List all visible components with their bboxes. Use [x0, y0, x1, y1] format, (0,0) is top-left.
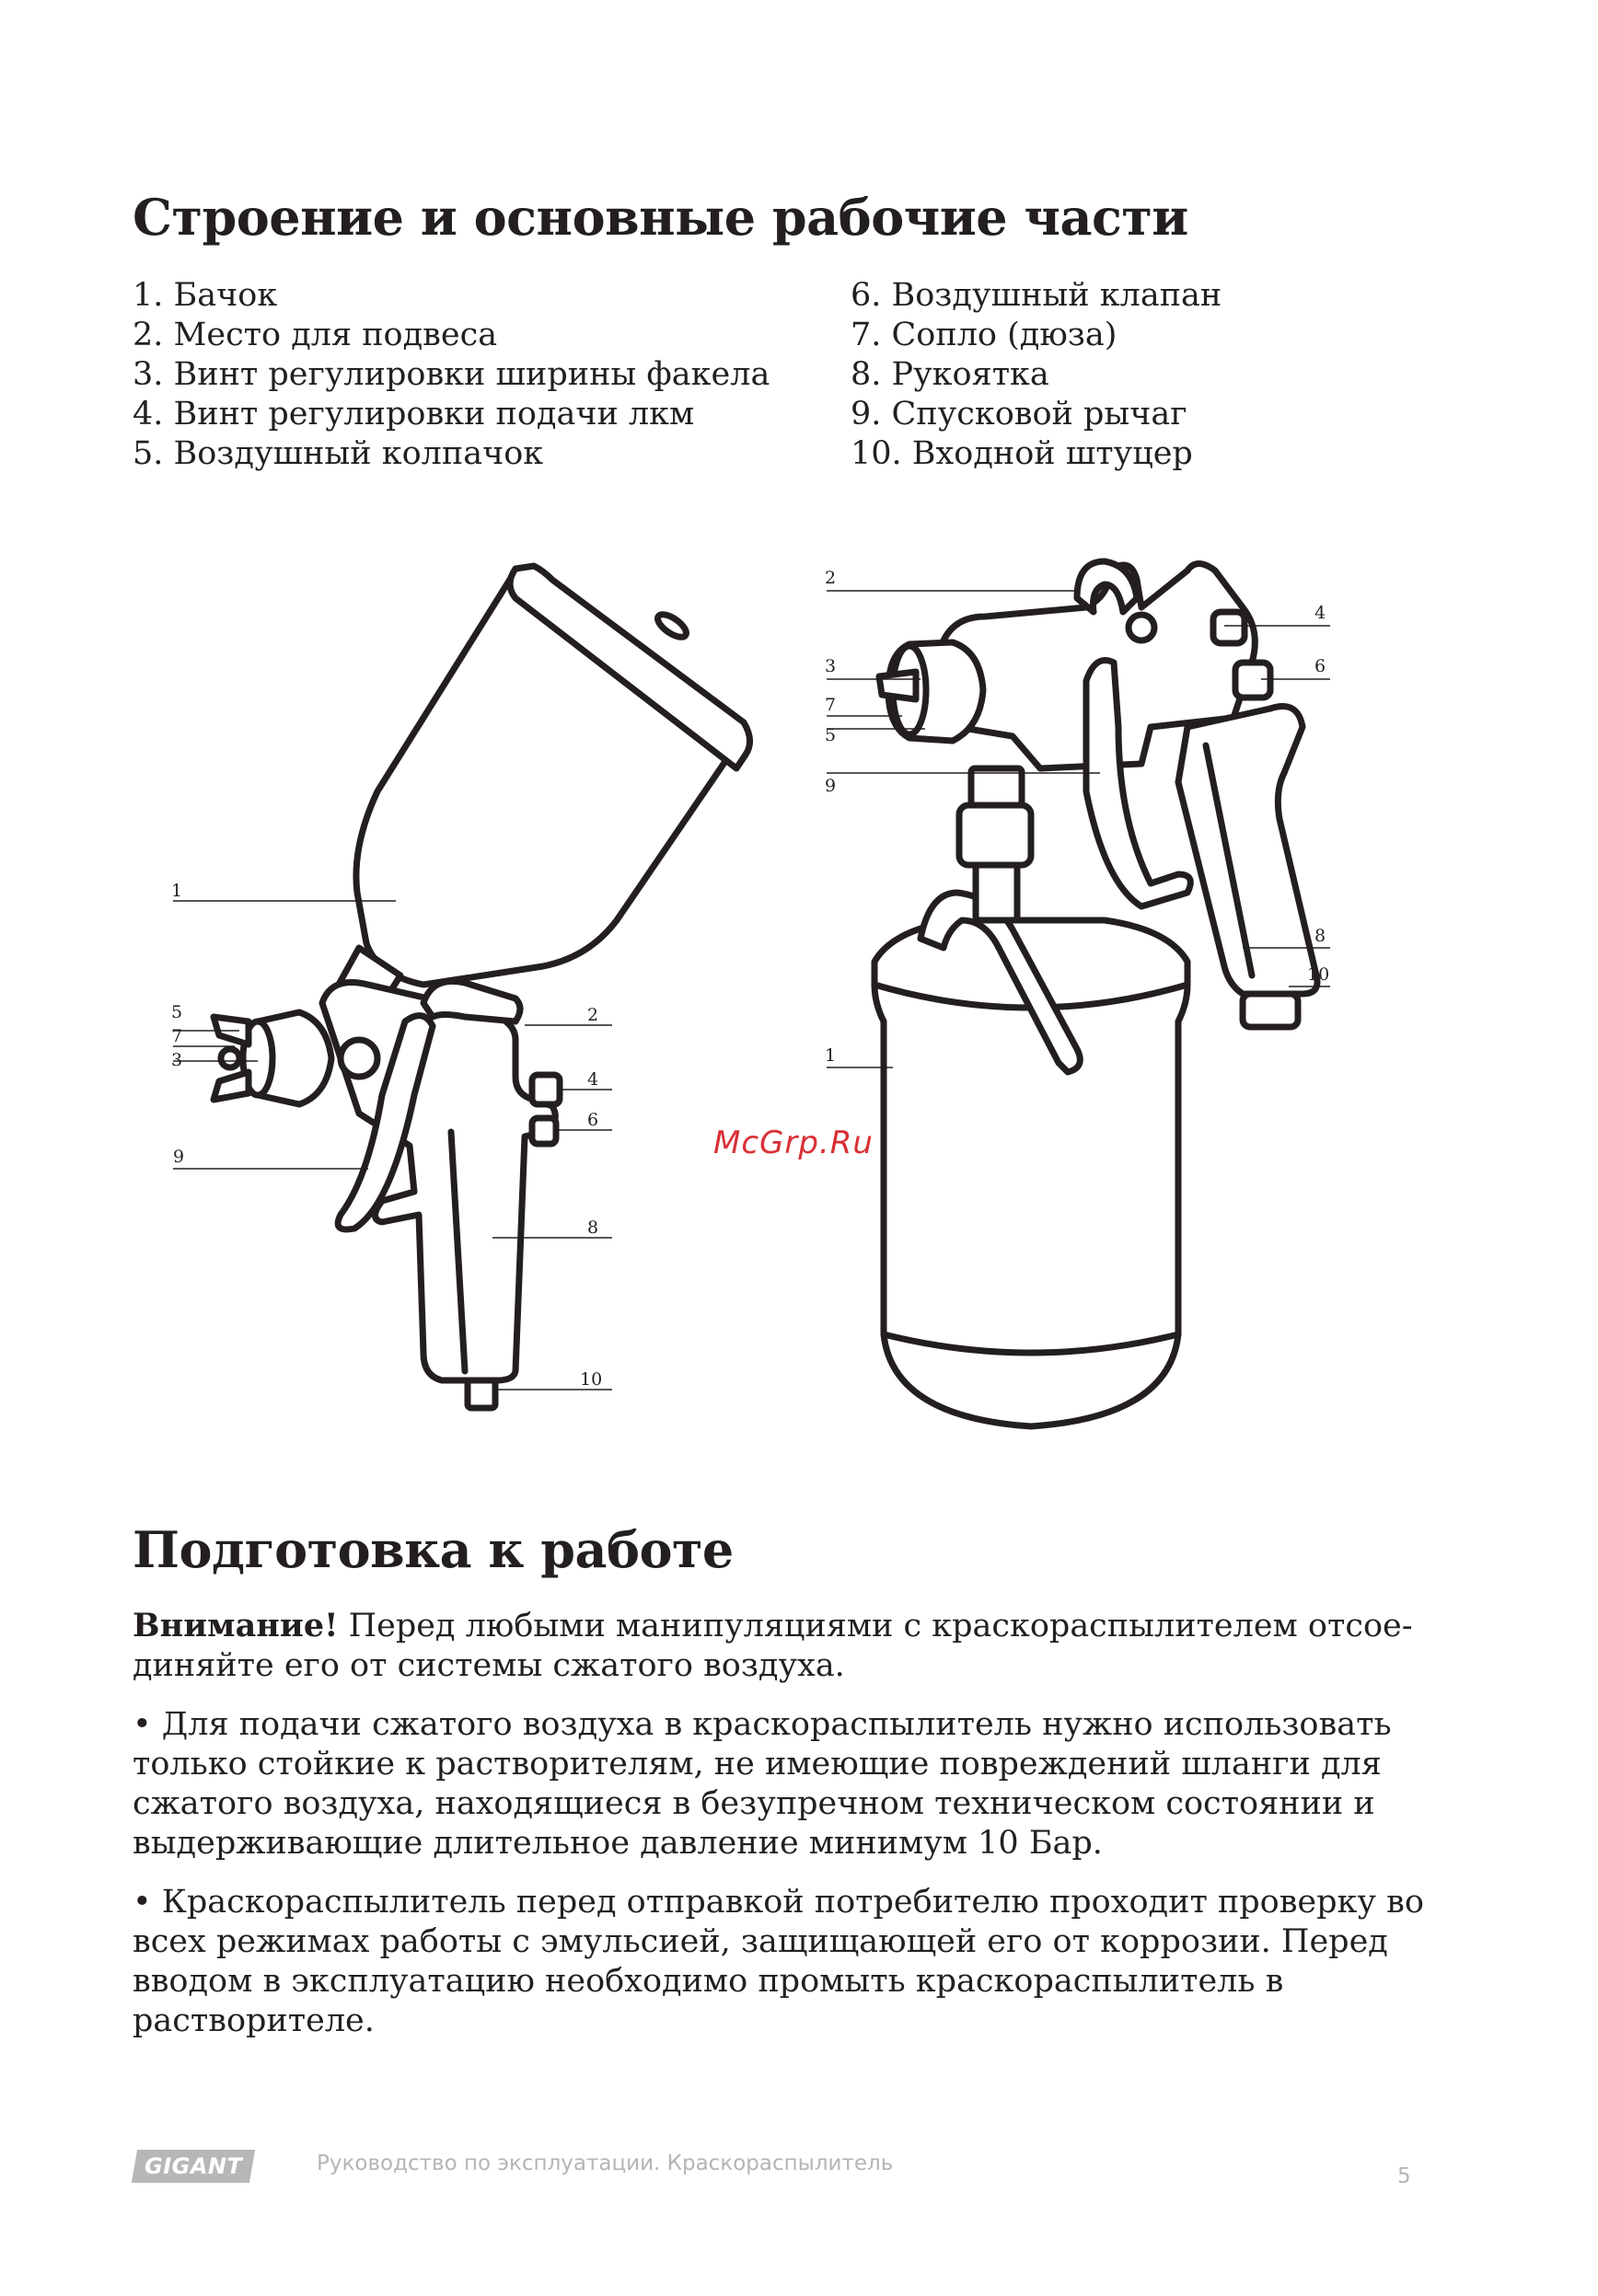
screw-knob — [532, 1118, 556, 1144]
callout-label: 7 — [825, 695, 837, 715]
part-item: 5. Воздушный колпачок — [133, 435, 544, 472]
testing-paragraph: • Краскораспылитель перед отправкой потребителю проходит проверку во всех режимах работы с эмульсией, защищающей его от коррозии. Перед вводом в эксплуатацию необходимо промыть краскораспылитель в растворителе. — [133, 1884, 1424, 2039]
warning-label: Внимание! — [133, 1607, 339, 1644]
callout-label: 1 — [825, 1045, 837, 1066]
screw-knob — [1213, 612, 1245, 643]
part-item: 4. Винт регулировки подачи лкм — [133, 396, 695, 433]
callout-label: 6 — [1314, 656, 1326, 676]
screw-knob — [532, 1075, 560, 1104]
callout-label: 3 — [825, 656, 837, 676]
callout-label: 10 — [580, 1369, 603, 1390]
callout-label: 1 — [171, 881, 183, 901]
feed-stem — [976, 865, 1017, 920]
callout-label: 7 — [171, 1026, 183, 1046]
callout-label: 4 — [1314, 603, 1326, 623]
screw-knob — [1235, 663, 1270, 698]
section-title-parts: Строение и основные рабочие части — [133, 188, 1188, 247]
gravity-spray-gun-diagram — [147, 543, 773, 1463]
callout-label: 3 — [171, 1050, 183, 1070]
part-item: 8. Рукоятка — [851, 356, 1049, 393]
watermark: McGrp.Ru — [713, 1125, 874, 1161]
callout-label: 2 — [825, 568, 837, 588]
brand-logo-text: GIGANT — [144, 2153, 243, 2179]
callout-label: 5 — [171, 1002, 183, 1022]
part-item: 9. Спусковой рычаг — [851, 396, 1187, 433]
callout-label: 6 — [587, 1110, 599, 1130]
brand-logo — [132, 2150, 255, 2183]
air-inlet — [468, 1380, 495, 1408]
callout-label: 9 — [825, 776, 837, 796]
parts-list-left — [133, 276, 770, 474]
footer-text: Руководство по эксплуатации. Краскораспылитель — [317, 2152, 894, 2175]
part-item: 7. Сопло (дюза) — [851, 317, 1117, 353]
part-item: 2. Место для подвеса — [133, 317, 498, 353]
page-number: 5 — [1397, 2164, 1411, 2188]
hoses-paragraph: • Для подачи сжатого воздуха в краскораспылитель нужно использовать только стойкие к растворителям, не имеющие повреждений шланги для сжатого воздуха, находящиеся в безупречном техническом состоянии и выдерживающие длительное давление минимум 10 Бар. — [133, 1706, 1392, 1862]
air-inlet — [1243, 994, 1298, 1027]
hanger-hook — [423, 981, 520, 1021]
section-title-preparation: Подготовка к работе — [133, 1520, 734, 1579]
cup-lid-knob — [654, 610, 690, 641]
part-item: 3. Винт регулировки ширины факела — [133, 356, 770, 393]
callout-label: 2 — [587, 1005, 599, 1025]
callout-label: 8 — [587, 1217, 599, 1238]
pivot-bolt — [341, 1040, 377, 1077]
callout-label: 4 — [587, 1069, 599, 1090]
callout-label: 8 — [1314, 926, 1326, 946]
warning-text: Перед любыми манипуляциями с краскораспылителем отсое-диняйте его от системы сжатого воздуха. — [133, 1608, 1413, 1684]
part-item: 6. Воздушный клапан — [851, 277, 1222, 314]
callout-label: 5 — [825, 725, 837, 745]
nozzle-horn — [879, 672, 916, 699]
callout-label: 9 — [173, 1147, 185, 1167]
suction-spray-gun-diagram — [801, 543, 1353, 1463]
parts-list-right — [851, 276, 1222, 474]
nozzle-tip — [221, 1049, 239, 1067]
part-item: 10. Входной штуцер — [851, 435, 1193, 472]
part-item: 1. Бачок — [133, 277, 278, 314]
feed-nut — [959, 805, 1031, 865]
pivot-bolt — [1129, 615, 1154, 640]
feed-coupler — [971, 768, 1022, 805]
callout-label: 10 — [1307, 964, 1330, 985]
nozzle-horn — [214, 1072, 249, 1100]
warning-paragraph — [133, 1606, 1440, 1686]
